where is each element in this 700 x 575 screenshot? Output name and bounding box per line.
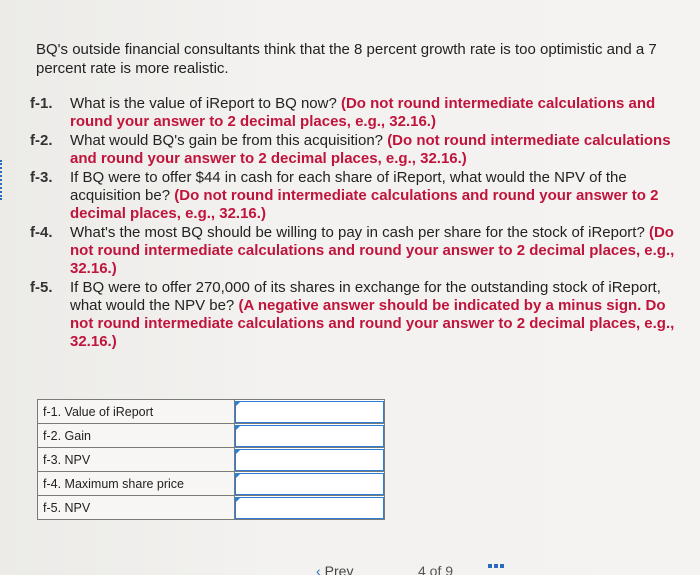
answer-label: f-5. NPV [38, 496, 235, 520]
input-corner-icon [236, 473, 241, 478]
gain-input[interactable] [235, 425, 384, 447]
answer-cell [234, 496, 384, 520]
question-f5 [30, 279, 680, 351]
input-corner-icon [236, 425, 241, 430]
question-number: f-5. [30, 279, 53, 296]
question-text: What would BQ's gain be from this acquisition? [70, 132, 384, 149]
answer-cell [234, 448, 384, 472]
input-corner-icon [236, 497, 241, 502]
answer-row [38, 472, 385, 496]
npv-stock-input[interactable] [235, 497, 384, 519]
answer-row [38, 424, 385, 448]
input-corner-icon [236, 401, 241, 406]
left-edge-marker [0, 160, 6, 200]
answer-label: f-4. Maximum share price [38, 472, 235, 496]
question-number: f-2. [30, 132, 53, 149]
question-number: f-4. [30, 224, 53, 241]
answer-cell [234, 472, 384, 496]
question-text: If BQ were to offer $44 in cash for each share of iReport, what would the NPV of the acquisition be? [70, 169, 627, 204]
answer-label: f-1. Value of iReport [38, 400, 235, 424]
question-f3 [30, 169, 680, 223]
prev-label: Prev [324, 563, 354, 575]
question-f2 [30, 132, 680, 168]
question-text: If BQ were to offer 270,000 of its shares in exchange for the outstanding stock of iReport, what would the NPV be? [70, 279, 661, 314]
question-hint: (Do not round intermediate calculations and round your answer to 2 decimal places, e.g., 32.16.) [70, 132, 671, 167]
answer-row [38, 448, 385, 472]
input-corner-icon [236, 449, 241, 454]
chevron-left-icon: ‹ [316, 563, 321, 575]
answer-label: f-3. NPV [38, 448, 235, 472]
answer-row [38, 496, 385, 520]
answer-label: f-2. Gain [38, 424, 235, 448]
prev-button[interactable] [316, 563, 353, 575]
question-text: What is the value of iReport to BQ now? [70, 95, 337, 112]
question-hint: (Do not round intermediate calculations and round your answer to 2 decimal places, e.g., 32.16.) [70, 187, 659, 222]
question-f4 [30, 224, 680, 278]
footer-navigation [310, 560, 530, 575]
question-list [30, 95, 680, 352]
answer-cell [234, 400, 384, 424]
question-f1 [30, 95, 680, 131]
answer-table [37, 399, 385, 520]
question-number: f-1. [30, 95, 53, 112]
intro-text: BQ's outside financial consultants think that the 8 percent growth rate is too optimistic and a 7 percent rate is more realistic. [36, 41, 657, 77]
npv-cash-input[interactable] [235, 449, 384, 471]
answer-cell [234, 424, 384, 448]
grid-menu-icon[interactable] [488, 564, 506, 572]
question-hint: (Do not round intermediate calculations and round your answer to 2 decimal places, e.g., 32.16.) [70, 95, 656, 130]
page-indicator: 4 of 9 [418, 563, 454, 575]
question-hint: (Do not round intermediate calculations and round your answer to 2 decimal places, e.g., 32.16.) [70, 224, 675, 277]
answer-row [38, 400, 385, 424]
value-of-ireport-input[interactable] [235, 401, 384, 423]
question-text: What's the most BQ should be willing to pay in cash per share for the stock of iReport? [70, 224, 645, 241]
question-number: f-3. [30, 169, 53, 186]
max-share-price-input[interactable] [235, 473, 384, 495]
question-hint: (A negative answer should be indicated by a minus sign. Do not round intermediate calculations and round your answer to 2 decimal places, e.g., 32.16.) [70, 297, 675, 350]
